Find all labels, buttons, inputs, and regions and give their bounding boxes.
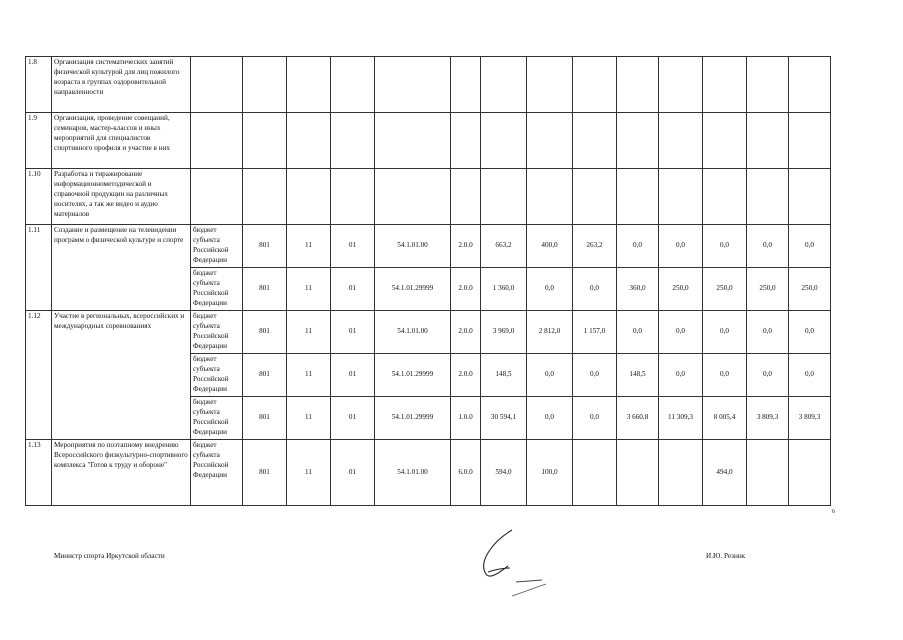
table-row xyxy=(26,169,831,225)
cell-pr: 01 xyxy=(331,440,375,506)
cell-y2: 0,0 xyxy=(573,397,617,440)
cell-grbs: 801 xyxy=(243,225,287,268)
cell-pr xyxy=(331,169,375,225)
cell-vr: 2.0.0 xyxy=(451,354,481,397)
cell-y6 xyxy=(747,169,789,225)
cell-src xyxy=(191,57,243,113)
cell-rz: 11 xyxy=(287,268,331,311)
cell-pr xyxy=(331,57,375,113)
cell-y6: 0,0 xyxy=(747,311,789,354)
cell-y2: 263,2 xyxy=(573,225,617,268)
cell-y5: 494,0 xyxy=(703,440,747,506)
row-description-cell: Мероприятия по поэтапному внедрению Всероссийского физкультурно-спортивного комплекса "Готов к труду и обороне" xyxy=(52,440,191,506)
cell-y7 xyxy=(789,57,831,113)
cell-y3: 360,0 xyxy=(617,268,659,311)
cell-y5: 0,0 xyxy=(703,225,747,268)
cell-y4: 0,0 xyxy=(659,311,703,354)
cell-total: 663,2 xyxy=(481,225,527,268)
cell-grbs: 801 xyxy=(243,354,287,397)
cell-rz: 11 xyxy=(287,354,331,397)
cell-vr xyxy=(451,57,481,113)
table-row xyxy=(26,57,831,113)
cell-src: бюджет субъекта Российской Федерации xyxy=(191,440,243,506)
cell-total xyxy=(481,57,527,113)
cell-vr: 2.0.0 xyxy=(451,268,481,311)
cell-y6: 3 809,3 xyxy=(747,397,789,440)
cell-pr: 01 xyxy=(331,311,375,354)
cell-y7: 0,0 xyxy=(789,225,831,268)
cell-rz xyxy=(287,113,331,169)
minister-title: Министр спорта Иркутской области xyxy=(54,552,165,560)
cell-y5 xyxy=(703,169,747,225)
cell-pr xyxy=(331,113,375,169)
cell-y7 xyxy=(789,440,831,506)
row-description-cell: Разработка и тиражирование информационнометодической и справочной продукции на различных носителях, а так же видео и аудио материалов xyxy=(52,169,191,225)
cell-y3: 3 660,8 xyxy=(617,397,659,440)
cell-y7: 250,0 xyxy=(789,268,831,311)
cell-rz: 11 xyxy=(287,397,331,440)
row-description-cell: Участие в региональных, всероссийских и международных соревнованиях xyxy=(52,311,191,440)
table-row xyxy=(26,225,831,268)
row-index-cell: 1.9 xyxy=(26,113,52,169)
page-number: 6 xyxy=(832,509,835,515)
cell-y2: 0,0 xyxy=(573,354,617,397)
cell-y2 xyxy=(573,440,617,506)
cell-y1: 0,0 xyxy=(527,268,573,311)
cell-src: бюджет субъекта Российской Федерации xyxy=(191,354,243,397)
cell-csr: 54.1.01.00 xyxy=(375,311,451,354)
cell-src: бюджет субъекта Российской Федерации xyxy=(191,311,243,354)
cell-grbs: 801 xyxy=(243,268,287,311)
cell-rz: 11 xyxy=(287,311,331,354)
cell-y1 xyxy=(527,57,573,113)
cell-total: 594,0 xyxy=(481,440,527,506)
cell-y3 xyxy=(617,113,659,169)
cell-src: бюджет субъекта Российской Федерации xyxy=(191,397,243,440)
cell-csr: 54.1.01.00 xyxy=(375,440,451,506)
row-index-cell: 1.13 xyxy=(26,440,52,506)
cell-csr xyxy=(375,169,451,225)
cell-y2: 0,0 xyxy=(573,268,617,311)
cell-y6: 250,0 xyxy=(747,268,789,311)
cell-y1 xyxy=(527,169,573,225)
cell-total xyxy=(481,169,527,225)
row-index-cell: 1.8 xyxy=(26,57,52,113)
cell-pr: 01 xyxy=(331,354,375,397)
cell-y7 xyxy=(789,113,831,169)
cell-rz: 11 xyxy=(287,440,331,506)
cell-y4 xyxy=(659,57,703,113)
cell-pr: 01 xyxy=(331,268,375,311)
cell-vr: 6.0.0 xyxy=(451,440,481,506)
cell-y1: 400,0 xyxy=(527,225,573,268)
table-body xyxy=(26,57,831,506)
table-row xyxy=(26,113,831,169)
cell-pr: 01 xyxy=(331,397,375,440)
handwritten-signature xyxy=(472,522,592,604)
cell-rz xyxy=(287,169,331,225)
table-row xyxy=(26,440,831,506)
cell-y4 xyxy=(659,169,703,225)
cell-y5 xyxy=(703,57,747,113)
cell-grbs: 801 xyxy=(243,440,287,506)
cell-vr: 2.0.0 xyxy=(451,225,481,268)
cell-grbs: 801 xyxy=(243,311,287,354)
cell-y5: 8 005,4 xyxy=(703,397,747,440)
row-index-cell: 1.10 xyxy=(26,169,52,225)
cell-csr: 54.1.01.29999 xyxy=(375,268,451,311)
row-index-cell: 1.12 xyxy=(26,311,52,440)
cell-y7: 0,0 xyxy=(789,354,831,397)
cell-y6: 0,0 xyxy=(747,354,789,397)
cell-y3: 0,0 xyxy=(617,225,659,268)
cell-y4 xyxy=(659,113,703,169)
cell-pr: 01 xyxy=(331,225,375,268)
row-description-cell: Создание и размещение на телевидении программ о физической культуре и спорте xyxy=(52,225,191,311)
cell-y3 xyxy=(617,57,659,113)
cell-y1: 2 812,0 xyxy=(527,311,573,354)
cell-y1: 0,0 xyxy=(527,354,573,397)
cell-y6 xyxy=(747,440,789,506)
cell-y1: 0,0 xyxy=(527,397,573,440)
cell-grbs xyxy=(243,57,287,113)
cell-src xyxy=(191,169,243,225)
cell-y5: 250,0 xyxy=(703,268,747,311)
row-index-cell: 1.11 xyxy=(26,225,52,311)
cell-csr: 54.1.01.00 xyxy=(375,225,451,268)
budget-table xyxy=(25,56,831,506)
cell-y2 xyxy=(573,169,617,225)
cell-csr: 54.1.01.29999 xyxy=(375,354,451,397)
minister-name: И.Ю. Резник xyxy=(706,552,746,560)
cell-grbs: 801 xyxy=(243,397,287,440)
cell-total xyxy=(481,113,527,169)
cell-y2 xyxy=(573,113,617,169)
cell-rz: 11 xyxy=(287,225,331,268)
cell-vr xyxy=(451,169,481,225)
cell-y2 xyxy=(573,57,617,113)
cell-vr: 2.0.0 xyxy=(451,311,481,354)
cell-rz xyxy=(287,57,331,113)
cell-total: 30 594,1 xyxy=(481,397,527,440)
cell-y7: 3 809,3 xyxy=(789,397,831,440)
cell-total: 3 969,0 xyxy=(481,311,527,354)
cell-y3 xyxy=(617,169,659,225)
cell-y6 xyxy=(747,113,789,169)
cell-y5: 0,0 xyxy=(703,311,747,354)
cell-y4: 0,0 xyxy=(659,225,703,268)
cell-y1: 100,0 xyxy=(527,440,573,506)
cell-y6: 0,0 xyxy=(747,225,789,268)
row-description-cell: Организация систематических занятий физической культурой для лиц пожилого возраста в группах оздоровительной направленности xyxy=(52,57,191,113)
row-description-cell: Организация, проведение совещаний, семинаров, мастер-классов и иных мероприятий для специалистов спортивного профиля и участие в них xyxy=(52,113,191,169)
cell-y4: 250,0 xyxy=(659,268,703,311)
cell-total: 1 360,0 xyxy=(481,268,527,311)
cell-y7: 0,0 xyxy=(789,311,831,354)
cell-y1 xyxy=(527,113,573,169)
cell-csr xyxy=(375,113,451,169)
cell-grbs xyxy=(243,113,287,169)
cell-y6 xyxy=(747,57,789,113)
cell-src: бюджет субъекта Российской Федерации xyxy=(191,225,243,268)
cell-y4 xyxy=(659,440,703,506)
cell-y5 xyxy=(703,113,747,169)
cell-y3: 0,0 xyxy=(617,311,659,354)
cell-csr xyxy=(375,57,451,113)
cell-src: бюджет субъекта Российской Федерации xyxy=(191,268,243,311)
cell-y5: 0,0 xyxy=(703,354,747,397)
cell-vr: 1.0.0 xyxy=(451,397,481,440)
cell-y4: 0,0 xyxy=(659,354,703,397)
cell-y2: 1 157,0 xyxy=(573,311,617,354)
cell-y7 xyxy=(789,169,831,225)
cell-y3 xyxy=(617,440,659,506)
cell-vr xyxy=(451,113,481,169)
cell-csr: 54.1.01.29999 xyxy=(375,397,451,440)
table-row xyxy=(26,311,831,354)
cell-y3: 148,5 xyxy=(617,354,659,397)
cell-src xyxy=(191,113,243,169)
cell-total: 148,5 xyxy=(481,354,527,397)
cell-grbs xyxy=(243,169,287,225)
cell-y4: 11 309,3 xyxy=(659,397,703,440)
